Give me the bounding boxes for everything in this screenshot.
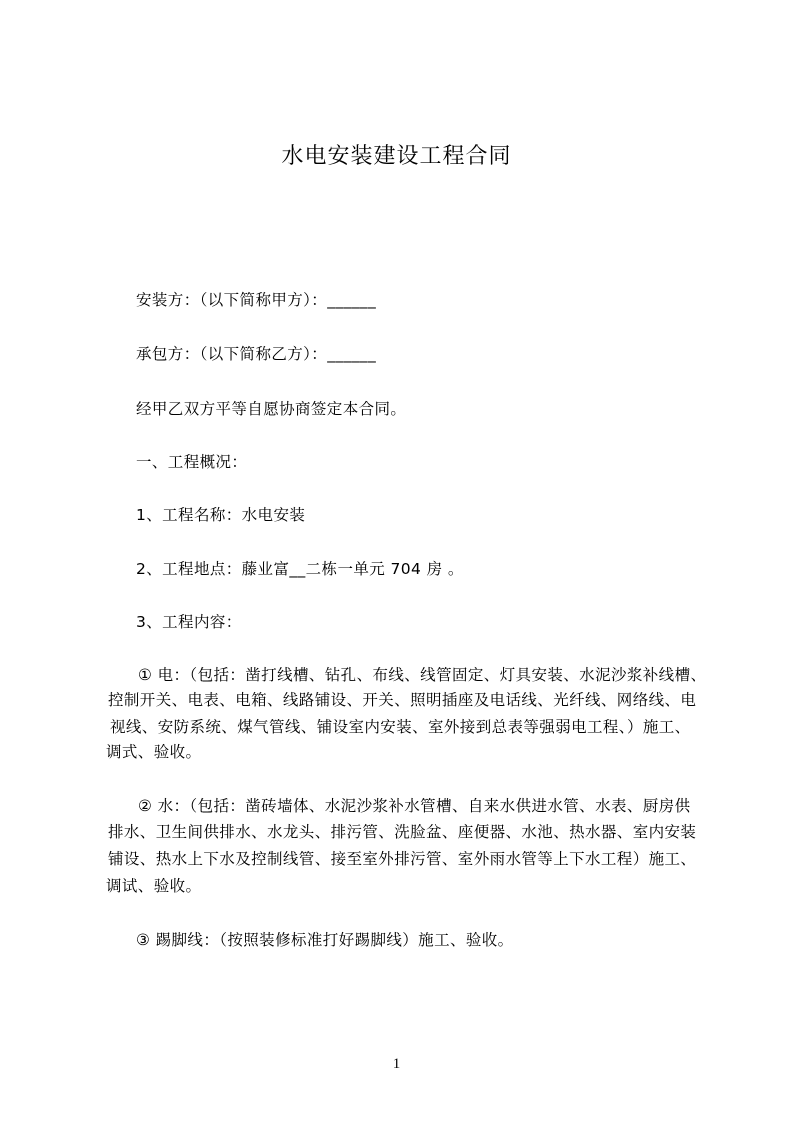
page-number: 1 [392, 1056, 401, 1072]
project-name-item: 1、工程名称：水电安装 [136, 506, 306, 524]
electric-clause-line: 视线、安防系统、煤气管线、铺设室内安装、室外接到总表等强弱电工程、）施工、 [110, 718, 691, 736]
document-title: 水电安装建设工程合同 [281, 144, 512, 169]
party-a-line: 安装方：（以下简称甲方）：______ [136, 291, 377, 309]
intro-paragraph: 经甲乙双方平等自愿协商签定本合同。 [136, 400, 407, 418]
water-clause-line: 排水、卫生间供排水、水龙头、排污管、洗脸盆、座便器、水池、热水器、室内安装 [108, 823, 697, 841]
electric-clause-line: ① 电：（包括：凿打线槽、钻孔、布线、线管固定、灯具安装、水泥沙浆补线槽、 [138, 666, 707, 684]
electric-clause-line: 调式、验收。 [106, 743, 202, 761]
water-clause-line: ② 水：（包括：凿砖墙体、水泥沙浆补水管槽、自来水供进水管、水表、厨房供 [138, 797, 691, 815]
water-clause-line: 铺设、热水上下水及控制线管、接至室外排污管、室外雨水管等上下水工程）施工、 [108, 850, 697, 868]
section-heading: 一、工程概况： [136, 453, 248, 471]
water-clause-line: 调试、验收。 [106, 877, 202, 895]
party-b-line: 承包方：（以下简称乙方）：______ [136, 345, 377, 363]
skirting-clause-line: ③ 踢脚线：（按照装修标准打好踢脚线）施工、验收。 [136, 931, 514, 949]
electric-clause-line: 控制开关、电表、电箱、线路铺设、开关、照明插座及电话线、光纤线、网络线、电 [108, 691, 697, 709]
project-location-item: 2、工程地点：藤业富__二栋一单元 704 房 。 [136, 560, 464, 578]
project-content-item: 3、工程内容： [136, 613, 242, 631]
